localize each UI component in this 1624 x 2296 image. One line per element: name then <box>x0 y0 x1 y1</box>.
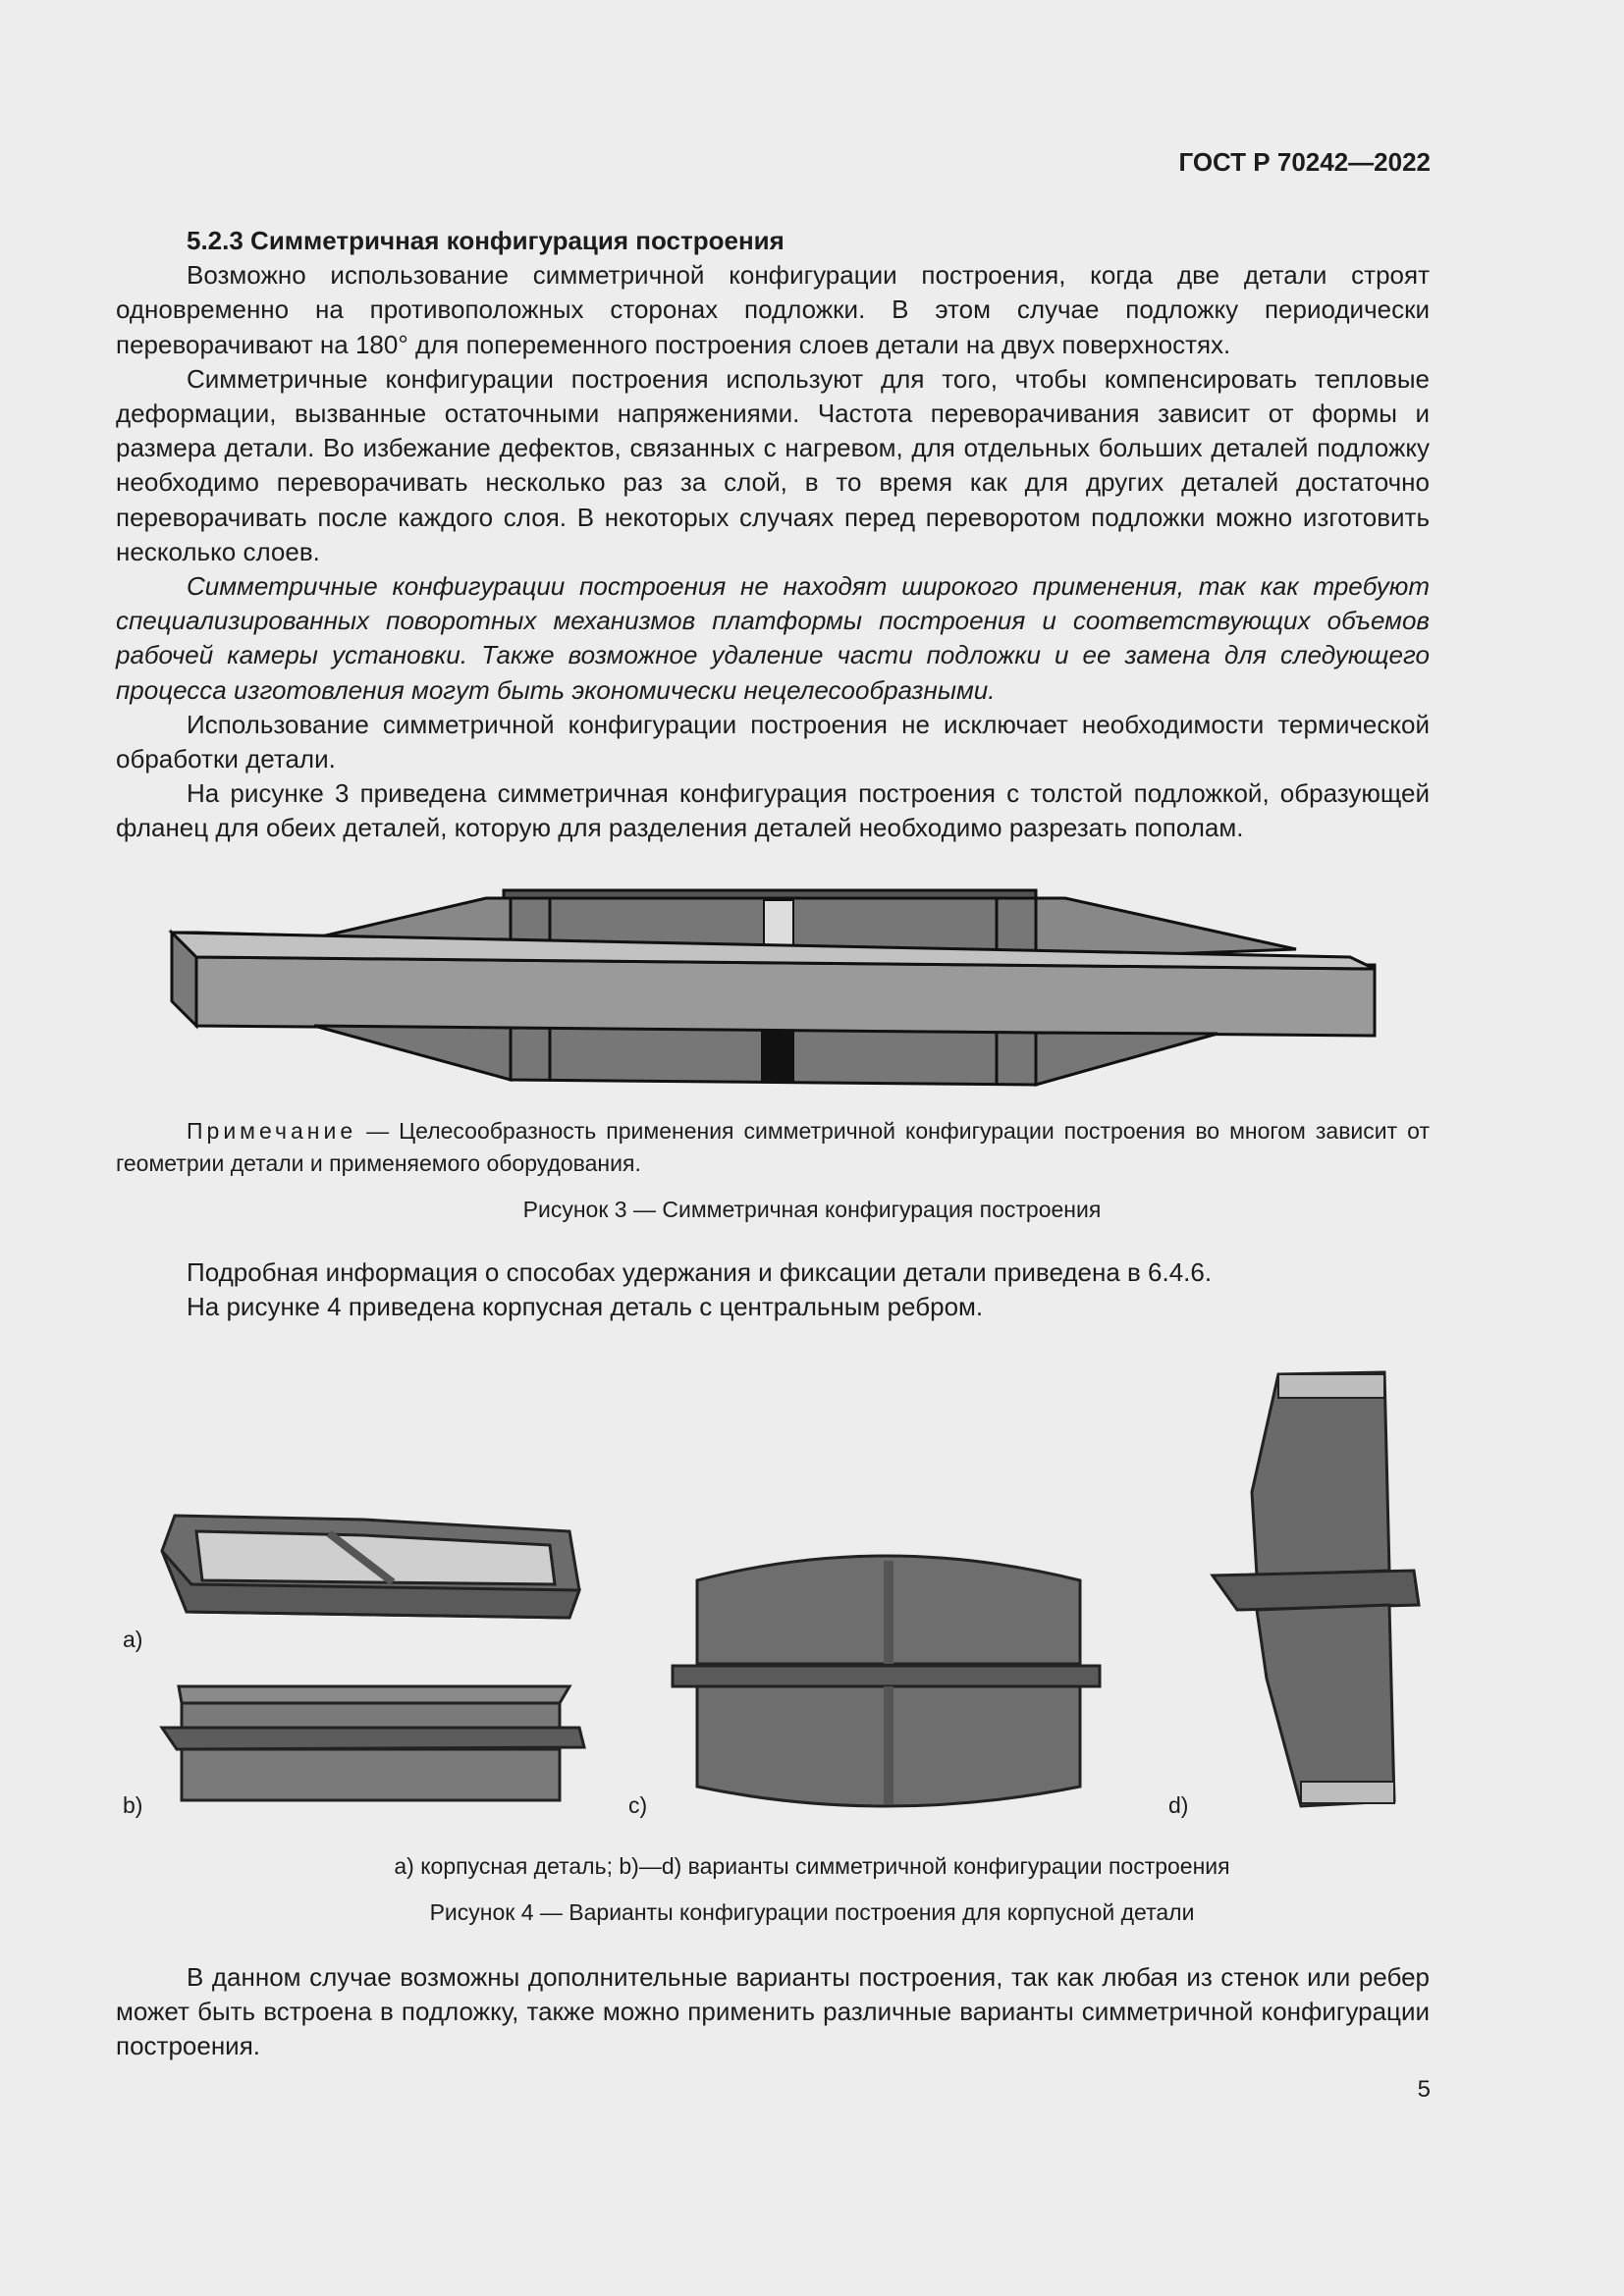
italic-paragraph: Симметричные конфигурации построения не находят широкого применения, так как требуют специализированных поворотных механизмов платформы построения и соответствующих объемов рабочей камеры установки. Также возможное удаление части подложки и ее замена для следующего процесса изготовления могут быть экономически нецелесообразными. <box>116 571 1430 705</box>
paragraph: Подробная информация о способах удержания и фиксации детали приведена в 6.4.6. <box>187 1257 1213 1287</box>
section-paragraphs-3 <box>116 1960 1430 2064</box>
paragraph: Симметричные конфигурации построения используют для того, чтобы компенсировать тепловые деформации, вызванные остаточными напряжениями. Частота переворачивания зависит от формы и размера детали. Во избежание дефектов, связанных с нагревом, для отдельных больших деталей подложку необходимо переворачивать несколько раз за слой, в то время как для других деталей достаточно переворачивать после каждого слоя. В некоторых случаях перед переворотом подложки можно изготовить несколько слоев. <box>116 363 1430 566</box>
paragraph: Использование симметричной конфигурации построения не исключает необходимости термической обработки детали. <box>116 709 1430 774</box>
figure-4b-label: b) <box>123 1792 143 1818</box>
figure-4a-label: a) <box>123 1627 143 1652</box>
paragraph: Возможно использование симметричной конфигурации построения, когда две детали строят одновременно на противоположных сторонах подложки. В этом случае подложку периодически переворачивают на 180° для попеременного построения слоев детали на двух поверхностях. <box>116 260 1430 359</box>
section-paragraphs-2 <box>116 1255 1430 1324</box>
section-5-2-3 <box>116 224 1430 846</box>
figure-3-note <box>116 1115 1430 1180</box>
document-id: ГОСТ Р 70242—2022 <box>1178 147 1431 177</box>
note-text: — Целесообразность применения симметричной конфигурации построения во многом зависит от геометрии детали и применяемого оборудования. <box>116 1118 1430 1176</box>
figure-4a-illustration <box>157 1502 589 1639</box>
section-heading: 5.2.3 Симметричная конфигурация построения <box>187 226 785 255</box>
paragraph: На рисунке 4 приведена корпусная деталь с центральным ребром. <box>187 1292 984 1322</box>
figure-3-illustration <box>157 879 1384 1095</box>
figure-3-caption: Рисунок 3 — Симметричная конфигурация построения <box>522 1197 1102 1222</box>
figure-4-legend: a) корпусная деталь; b)—d) варианты симметричной конфигурации построения <box>394 1853 1230 1879</box>
note-prefix: Примечание <box>187 1118 357 1144</box>
figure-4d-label: d) <box>1168 1792 1189 1818</box>
figure-4-caption: Рисунок 4 — Варианты конфигурации построения для корпусной детали <box>429 1899 1195 1925</box>
page-number: 5 <box>1417 2076 1431 2103</box>
paragraph: На рисунке 3 приведена симметричная конфигурация построения с толстой подложкой, образующей фланец для обеих деталей, которую для разделения деталей необходимо разрезать пополам. <box>116 778 1430 843</box>
figure-4c-illustration <box>668 1541 1110 1816</box>
figure-4b-illustration <box>157 1679 589 1811</box>
paragraph: В данном случае возможны дополнительные варианты построения, так как любая из стенок или ребер может быть встроена в подложку, также можно применить различные варианты симметричной конфигурации построения. <box>116 1962 1430 2061</box>
figure-4d-illustration <box>1208 1364 1424 1816</box>
figure-4c-label: c) <box>628 1792 648 1818</box>
